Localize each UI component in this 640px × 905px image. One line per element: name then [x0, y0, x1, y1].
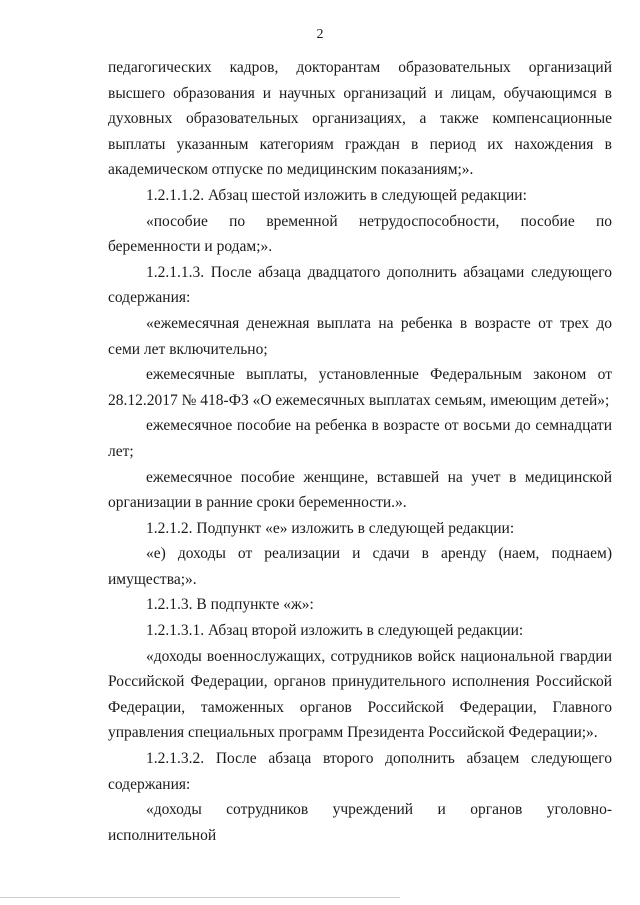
paragraph: «пособие по временной нетрудоспособности, пособие по беременности и родам;».	[108, 212, 612, 256]
paragraph: «доходы военнослужащих, сотрудников войск национальной гвардии Российской Федерации, органов принудительного исполнения Российской Федерации, таможенных органов Российской Федерации, Главного управления специальных программ Президента Российской Федерации;».	[108, 647, 612, 742]
paragraph: 1.2.1.3.1. Абзац второй изложить в следующей редакции:	[146, 622, 524, 640]
paragraph: 1.2.1.1.3. После абзаца двадцатого дополнить абзацами следующего содержания:	[108, 263, 612, 307]
paragraph: ежемесячные выплаты, установленные Федеральным законом от 28.12.2017 № 418-ФЗ «О ежемесячных выплатах семьям, имеющим детей»;	[108, 366, 612, 409]
paragraph: 1.2.1.3.2. После абзаца второго дополнить абзацем следующего содержания:	[108, 750, 612, 793]
paragraph: «е) доходы от реализации и сдачи в аренду (наем, поднаем) имущества;».	[108, 545, 612, 588]
scan-edge-line	[0, 897, 400, 898]
paragraph: педагогических кадров, докторантам образовательных организаций высшего образования и научных организаций и лицам, обучающимся в духовных образовательных организациях, а также компенсационные выплаты указанным категориям граждан в период их нахождения в академическом отпуске по медицинским показаниям;».	[108, 59, 612, 179]
paragraph: «доходы сотрудников учреждений и органов уголовно-исполнительной	[108, 801, 612, 844]
paragraph: ежемесячное пособие женщине, вставшей на учет в медицинской организации в ранние сроки беременности.».	[108, 468, 612, 512]
document-body	[108, 55, 612, 848]
page-number: 2	[316, 27, 324, 42]
paragraph: 1.2.1.2. Подпункт «е» изложить в следующей редакции:	[146, 519, 515, 537]
paragraph: 1.2.1.1.2. Абзац шестой изложить в следующей редакции:	[146, 186, 527, 204]
paragraph: 1.2.1.3. В подпункте «ж»:	[146, 596, 314, 614]
paragraph: «ежемесячная денежная выплата на ребенка в возрасте от трех до семи лет включительно;	[108, 314, 612, 358]
paragraph: ежемесячное пособие на ребенка в возрасте от восьми до семнадцати лет;	[108, 417, 612, 460]
